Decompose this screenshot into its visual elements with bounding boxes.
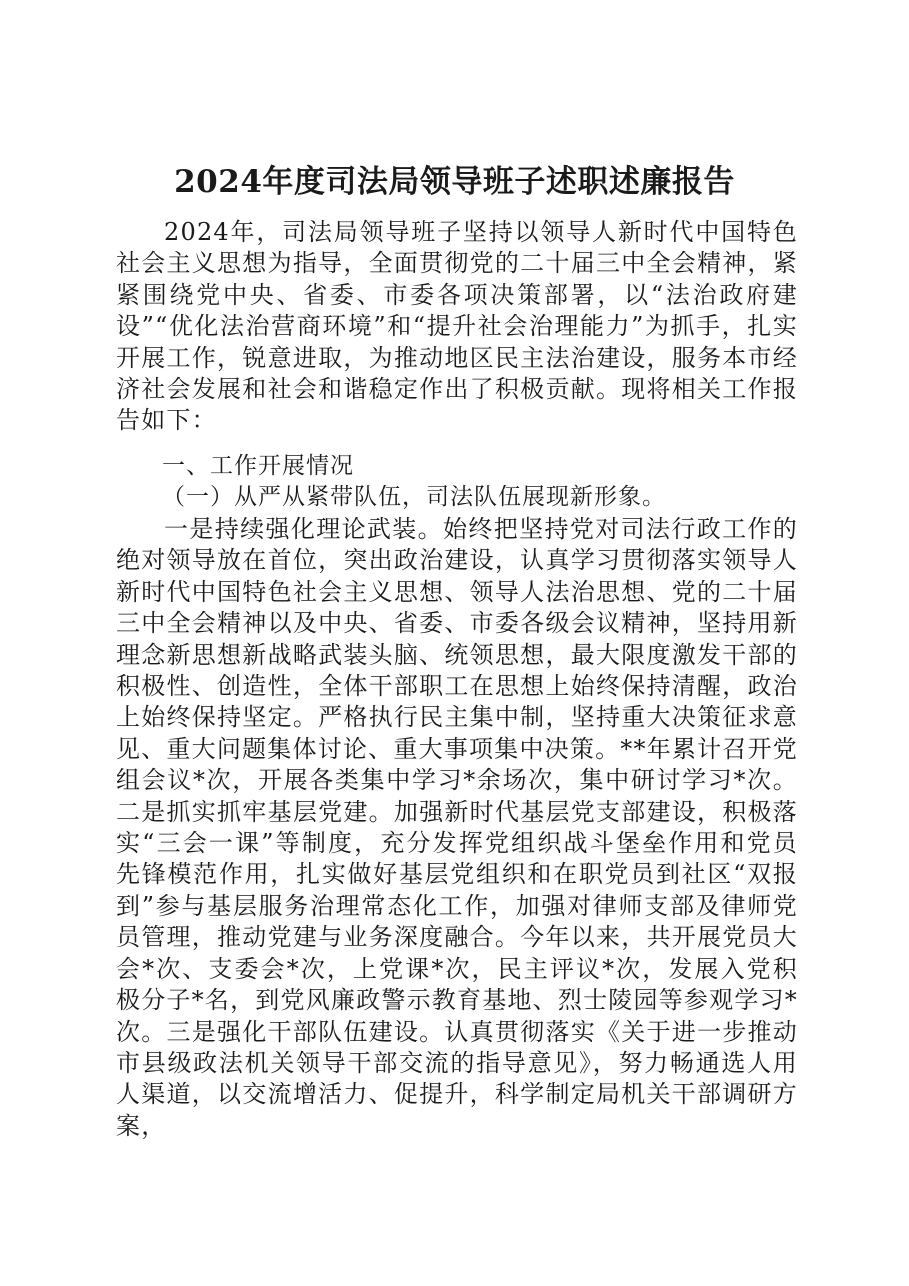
document-title: 2024年度司法局领导班子述职述廉报告 — [174, 164, 735, 200]
intro-paragraph: 2024年，司法局领导班子坚持以领导人新时代中国特色社会主义思想为指导，全面贯彻党的二十届三中全会精神，紧紧围绕党中央、省委、市委各项决策部署，以“法治政府建设”“优化法治营商环境”和“提升社会治理能力”为抓手，扎实开展工作，锐意进取，为推动地区民主法治建设，服务本市经济社会发展和社会和谐稳定作出了积极贡献。现将相关工作报告如下： — [116, 218, 798, 435]
section-heading: 一、工作开展情况 — [162, 453, 354, 479]
subsection-heading: （一）从严从紧带队伍，司法队伍展现新形象。 — [162, 484, 666, 510]
main-paragraph: 一是持续强化理论武装。始终把坚持党对司法行政工作的绝对领导放在首位，突出政治建设，认真学习贯彻落实领导人新时代中国特色社会主义思想、领导人法治思想、党的二十届三中全会精神以及中央、省委、市委各级会议精神，坚持用新理念新思想新战略武装头脑、统领思想，最大限度激发干部的积极性、创造性，全体干部职工在思想上始终保持清醒，政治上始终保持坚定。严格执行民主集中制，坚持重大决策征求意见、重大问题集体讨论、重大事项集中决策。**年累计召开党组会议*次，开展各类集中学习*余场次，集中研讨学习*次。二是抓实抓牢基层党建。加强新时代基层党支部建设，积极落实“三会一课”等制度，充分发挥党组织战斗堡垒作用和党员先锋模范作用，扎实做好基层党组织和在职党员到社区“双报到”参与基层服务治理常态化工作，加强对律师支部及律师党员管理，推动党建与业务深度融合。今年以来，共开展党员大会*次、支委会*次，上党课*次，民主评议*次，发展入党积极分子*名，到党风廉政警示教育基地、烈士陵园等参观学习*次。三是强化干部队伍建设。认真贯彻落实《关于进一步推动市县级政法机关领导干部交流的指导意见》，努力畅通选人用人渠道，以交流增活力、促提升，科学制定局机关干部调研方案， — [116, 515, 798, 1140]
